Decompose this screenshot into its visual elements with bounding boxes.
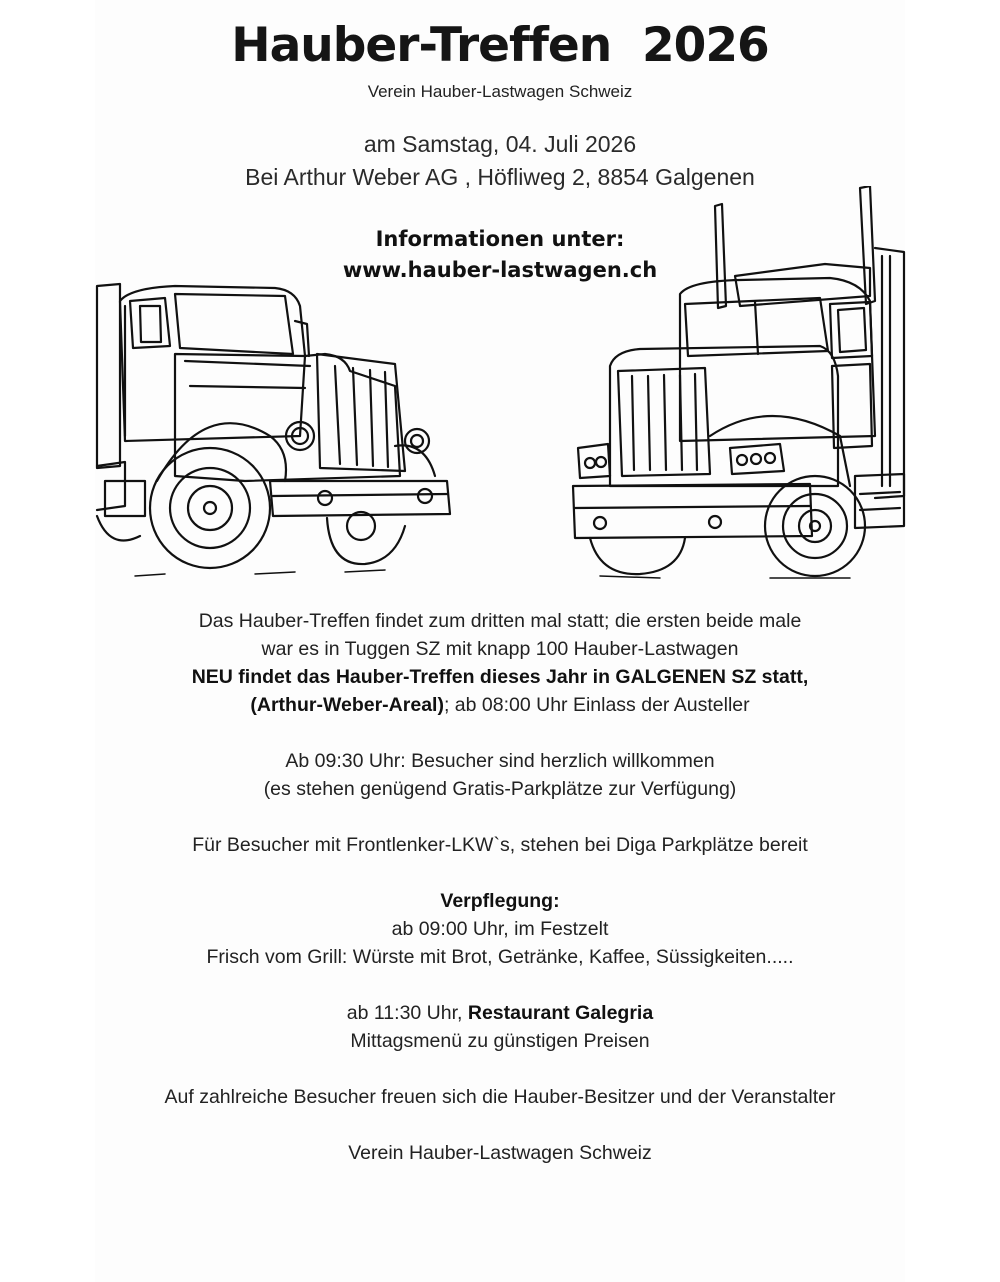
food-heading-text: Verpflegung:	[440, 890, 560, 912]
intro-line-1: Das Hauber-Treffen findet zum dritten mal statt; die ersten beide male	[198, 610, 802, 632]
restaurant-time: ab 11:30 Uhr,	[346, 1002, 468, 1024]
exhibitor-entry-time: ; ab 08:00 Uhr Einlass der Austeller	[443, 694, 750, 716]
american-truck-icon	[570, 186, 906, 581]
flyer-subtitle: Verein Hauber-Lastwagen Schweiz	[367, 82, 633, 101]
new-location-notice: NEU findet das Hauber-Treffen dieses Jahr in GALGENEN SZ statt,	[191, 666, 809, 688]
hauber-truck-icon	[95, 276, 455, 581]
intro-line-3	[0, 666, 1000, 689]
info-url: www.hauber-lastwagen.ch	[342, 258, 658, 282]
restaurant-line	[0, 1002, 1000, 1025]
event-address: Bei Arthur Weber AG , Höfliweg 2, 8854 Galgenen	[245, 164, 755, 190]
intro-line-4	[0, 694, 1000, 717]
visitor-time: Ab 09:30 Uhr: Besucher sind herzlich willkommen	[285, 750, 715, 772]
restaurant-offer: Mittagsmenü zu günstigen Preisen	[350, 1030, 650, 1052]
food-heading	[0, 890, 1000, 913]
food-time: ab 09:00 Uhr, im Festzelt	[391, 918, 609, 940]
restaurant-name: Restaurant Galegria	[467, 1002, 654, 1024]
intro-line-2: war es in Tuggen SZ mit knapp 100 Hauber-Lastwagen	[261, 638, 739, 660]
signature: Verein Hauber-Lastwagen Schweiz	[348, 1142, 652, 1164]
event-date: am Samstag, 04. Juli 2026	[363, 131, 637, 157]
flyer-title: Hauber-Treffen 2026	[231, 18, 769, 73]
parking-note: (es stehen genügend Gratis-Parkplätze zur Verfügung)	[263, 778, 737, 800]
closing-line: Auf zahlreiche Besucher freuen sich die Hauber-Besitzer und der Veranstalter	[164, 1086, 836, 1108]
venue-name: (Arthur-Weber-Areal)	[250, 694, 444, 716]
info-label: Informationen unter:	[375, 227, 625, 251]
frontlenker-parking: Für Besucher mit Frontlenker-LKW`s, stehen bei Diga Parkplätze bereit	[192, 834, 808, 856]
food-menu: Frisch vom Grill: Würste mit Brot, Getränke, Kaffee, Süssigkeiten.....	[206, 946, 794, 968]
